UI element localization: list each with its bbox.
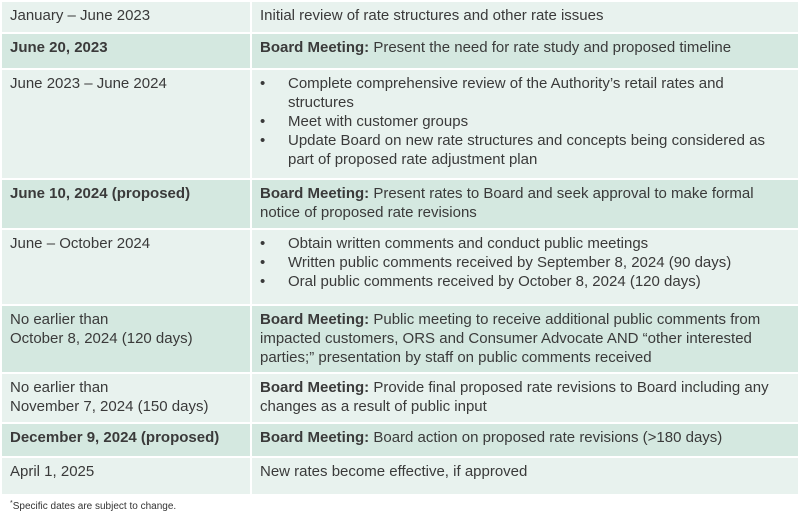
bullet-text: Obtain written comments and conduct public meetings [288,235,649,252]
activity-text: Public meeting to receive additional public comments from impacted customers, ORS and Consumer Advocate AND “other interested parties;” presentation by staff on public comments received [260,311,761,366]
date-text: June – October 2024 [10,235,151,252]
footnote-marker: * [10,500,13,507]
timeline-row [1,423,799,457]
bullet-icon: • [260,132,266,149]
timeline-row [1,305,799,373]
timeline-activity [251,229,799,305]
timeline-date [1,423,251,457]
date-text: June 2023 – June 2024 [10,75,167,92]
timeline-activity [251,305,799,373]
timeline-row [1,373,799,423]
activity-text: Initial review of rate structures and other rate issues [260,7,604,24]
timeline-row [1,1,799,33]
timeline-row [1,179,799,229]
date-text: April 1, 2025 [10,463,95,480]
activity-bullet-list [260,234,790,291]
timeline-row [1,229,799,305]
timeline-row [1,69,799,179]
timeline-activity [251,69,799,179]
board-meeting-label: Board Meeting: [260,39,370,56]
activity-bullet [260,112,790,131]
activity-text: Provide final proposed rate revisions to Board including any changes as a result of public input [260,379,769,415]
timeline-activity [251,1,799,33]
timeline-date [1,69,251,179]
timeline-activity [251,373,799,423]
bullet-icon: • [260,75,266,92]
timeline-activity [251,423,799,457]
timeline-date [1,305,251,373]
footnote-text: Specific dates are subject to change. [12,501,177,512]
timeline-date [1,373,251,423]
date-text: June 10, 2024 (proposed) [10,185,191,202]
activity-bullet [260,74,790,112]
activity-text: Present rates to Board and seek approval to make formal notice of proposed rate revisions [260,185,754,221]
timeline-date [1,179,251,229]
board-meeting-label: Board Meeting: [260,429,370,446]
bullet-icon: • [260,235,266,252]
timeline-date [1,33,251,69]
activity-text: New rates become effective, if approved [260,463,528,480]
timeline-activity [251,33,799,69]
date-text: October 8, 2024 (120 days) [10,330,193,347]
bullet-text: Complete comprehensive review of the Authority’s retail rates and structures [288,75,724,111]
timeline-activity [251,179,799,229]
activity-text: Present the need for rate study and proposed timeline [373,39,732,56]
date-text: December 9, 2024 (proposed) [10,429,220,446]
bullet-icon: • [260,254,266,271]
timeline-row [1,457,799,495]
timeline-date [1,457,251,495]
footnote [10,500,176,512]
timeline-row [1,33,799,69]
activity-bullet [260,234,790,253]
timeline-date [1,229,251,305]
bullet-text: Written public comments received by September 8, 2024 (90 days) [288,254,732,271]
bullet-text: Update Board on new rate structures and concepts being considered as part of proposed rate adjustment plan [288,132,765,168]
bullet-icon: • [260,113,266,130]
date-text: January – June 2023 [10,7,151,24]
date-text: No earlier than [10,379,109,396]
bullet-icon: • [260,273,266,290]
date-text: No earlier than [10,311,109,328]
activity-bullet-list [260,74,790,169]
bullet-text: Meet with customer groups [288,113,469,130]
activity-bullet [260,253,790,272]
date-text: June 20, 2023 [10,39,108,56]
activity-bullet [260,131,790,169]
activity-bullet [260,272,790,291]
bullet-text: Oral public comments received by October 8, 2024 (120 days) [288,273,701,290]
timeline-date [1,1,251,33]
activity-text: Board action on proposed rate revisions (>180 days) [373,429,723,446]
timeline-activity [251,457,799,495]
board-meeting-label: Board Meeting: [260,185,370,202]
board-meeting-label: Board Meeting: [260,311,370,328]
board-meeting-label: Board Meeting: [260,379,370,396]
date-text: November 7, 2024 (150 days) [10,398,209,415]
